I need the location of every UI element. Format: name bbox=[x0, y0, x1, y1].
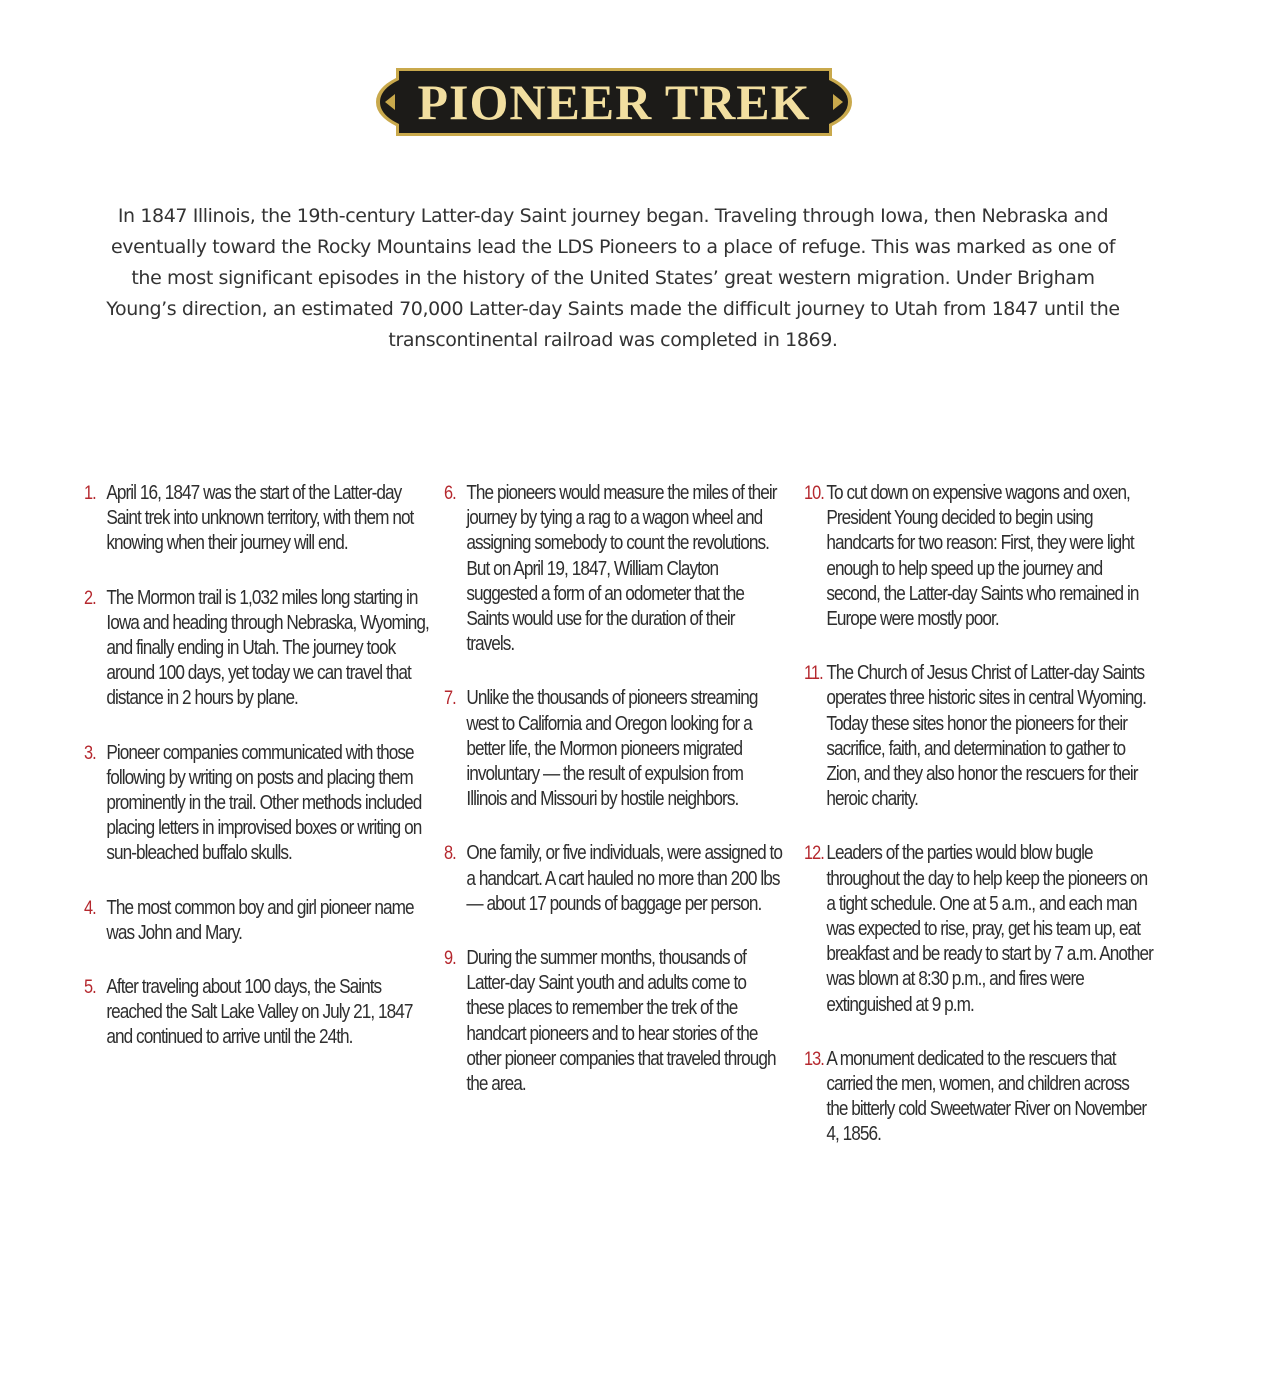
fact-item bbox=[804, 661, 1153, 812]
fact-number: 2. bbox=[84, 587, 96, 609]
fact-text: During the summer months, thousands of Latter-day Saint youth and adults come to these places to remember the trek of the handcart pioneers and to hear stories of the other pioneer companies that traveled through the area. bbox=[466, 947, 776, 1096]
fact-item bbox=[84, 586, 432, 712]
fact-text: April 16, 1847 was the start of the Latter-day Saint trek into unknown territory, with them not knowing when their journey will end. bbox=[106, 482, 414, 555]
fact-text: The Mormon trail is 1,032 miles long starting in Iowa and heading through Nebraska, Wyoming, and finally ending in Utah. The journey took around 100 days, yet today we can travel that distance in 2 hours by plane. bbox=[106, 586, 429, 710]
fact-number: 8. bbox=[444, 843, 456, 865]
facts-column-2 bbox=[444, 481, 789, 1126]
facts-column-3 bbox=[804, 481, 1160, 1177]
fact-number: 13. bbox=[804, 1048, 824, 1070]
fact-text: One family, or five individuals, were assigned to a handcart. A cart hauled no more than 200 lbs — about 17 pounds of baggage per person. bbox=[466, 842, 783, 915]
fact-item bbox=[804, 841, 1153, 1017]
fact-number: 4. bbox=[84, 897, 96, 919]
fact-text: Unlike the thousands of pioneers streaming west to California and Oregon looking for a better life, the Mormon pioneers migrated involuntary — the result of expulsion from Illinois and Missouri by hostile neighbors. bbox=[466, 687, 758, 811]
fact-number: 1. bbox=[84, 483, 96, 504]
fact-text: To cut down on expensive wagons and oxen, President Young decided to begin using handcarts for two reason: First, they were light enough to help speed up the journey and second, the Latter-day Saints who remained in Europe were mostly poor. bbox=[826, 482, 1139, 631]
fact-item bbox=[804, 1047, 1153, 1148]
fact-item bbox=[444, 686, 782, 812]
fact-number: 10. bbox=[804, 483, 824, 504]
fact-number: 5. bbox=[84, 977, 96, 999]
fact-item bbox=[444, 481, 782, 657]
fact-number: 11. bbox=[804, 663, 823, 685]
fact-item bbox=[444, 946, 782, 1097]
intro-paragraph: In 1847 Illinois, the 19th-century Latter-day Saint journey began. Traveling through Iowa, then Nebraska and eventually toward the Rocky Mountains lead the LDS Pioneers to a place of refuge. This was marked as one of the most significant episodes in the history of the United States’ great western migration. Under Brigham Young’s direction, an estimated 70,000 Latter-day Saints made the difficult journey to Utah from 1847 until the transcontinental railroad was completed in 1869. bbox=[106, 205, 1120, 351]
fact-item bbox=[84, 975, 432, 1051]
fact-text: The Church of Jesus Christ of Latter-day Saints operates three historic sites in central Wyoming. Today these sites honor the pioneers for their sacrifice, faith, and determination to gather to Zion, and they also honor the rescuers for their heroic charity. bbox=[826, 662, 1146, 811]
fact-item bbox=[804, 481, 1153, 632]
fact-number: 12. bbox=[804, 843, 824, 865]
fact-number: 3. bbox=[84, 742, 96, 764]
facts-column-1 bbox=[84, 481, 439, 1080]
fact-text: Pioneer companies communicated with those following by writing on posts and placing them prominently in the trail. Other methods included placing letters in improvised boxes or writing on sun-bleached buffalo skulls. bbox=[106, 741, 422, 865]
page-title: PIONEER TREK bbox=[417, 74, 811, 130]
fact-item bbox=[444, 841, 782, 917]
fact-number: 6. bbox=[444, 483, 456, 504]
fact-text: After traveling about 100 days, the Saints reached the Salt Lake Valley on July 21, 1847 and continued to arrive until the 24th. bbox=[106, 976, 413, 1049]
fact-text: The pioneers would measure the miles of their journey by tying a rag to a wagon wheel and assigning somebody to count the revolutions. But on April 19, 1847, William Clayton suggested a form of an odometer that the Saints would use for the duration of their travels. bbox=[466, 482, 777, 656]
fact-text: A monument dedicated to the rescuers that carried the men, women, and children across the bitterly cold Sweetwater River on November 4, 1856. bbox=[826, 1047, 1147, 1146]
fact-item bbox=[84, 896, 432, 946]
fact-text: Leaders of the parties would blow bugle throughout the day to help keep the pioneers on a tight schedule. One at 5 a.m., and each man was expected to rise, pray, get his team up, eat breakfast and be ready to start by 7 a.m. Another was blown at 8:30 p.m., and fires were extinguished at 9 p.m. bbox=[826, 842, 1153, 1016]
fact-item bbox=[84, 481, 432, 557]
fact-item bbox=[84, 741, 432, 867]
fact-text: The most common boy and girl pioneer name was John and Mary. bbox=[106, 896, 414, 944]
fact-number: 7. bbox=[444, 688, 456, 710]
fact-number: 9. bbox=[444, 948, 456, 970]
title-banner bbox=[374, 66, 854, 138]
